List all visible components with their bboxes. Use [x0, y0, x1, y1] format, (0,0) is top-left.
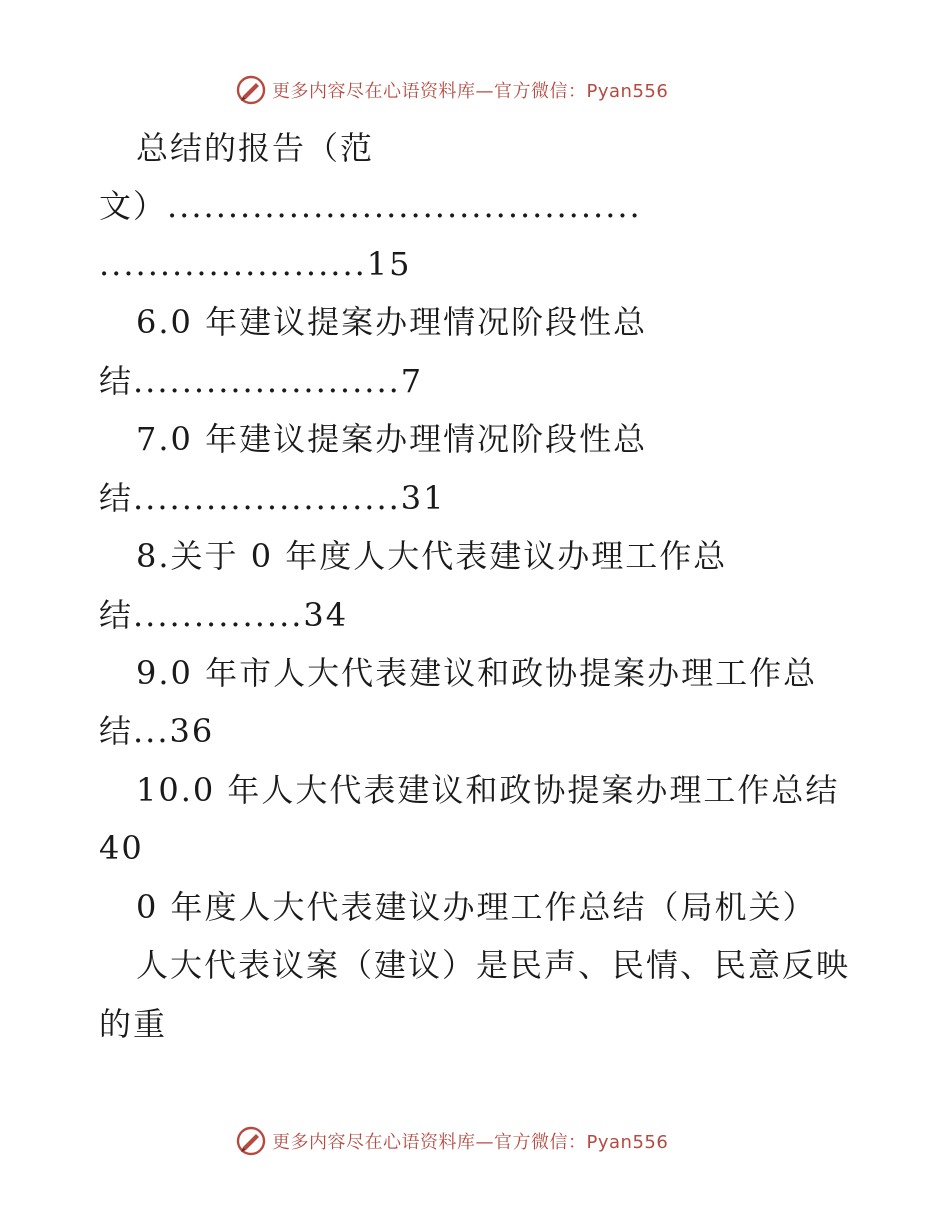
toc-line: 结......................7	[99, 362, 424, 400]
toc-line: 8.关于 0 年度人大代表建议办理工作总	[136, 537, 728, 575]
banner-text: 更多内容尽在心语资料库—官方微信：Pyan556	[272, 81, 669, 102]
pen-logo-icon	[236, 75, 266, 105]
toc-line: 40	[99, 829, 144, 867]
pen-logo-icon	[236, 1126, 266, 1156]
banner-text: 更多内容尽在心语资料库—官方微信：Pyan556	[272, 1132, 669, 1153]
header-banner	[236, 73, 668, 107]
section-heading: 0 年度人大代表建议办理工作总结（局机关）	[136, 888, 817, 926]
toc-line: ......................15	[99, 245, 412, 283]
toc-line: 9.0 年市人大代表建议和政协提案办理工作总	[136, 654, 818, 692]
toc-line: 总结的报告（范	[136, 129, 375, 167]
toc-line: 7.0 年建议提案办理情况阶段性总	[136, 420, 648, 458]
toc-line: 文）.......................................	[99, 187, 642, 225]
toc-line: 10.0 年人大代表建议和政协提案办理工作总结	[136, 771, 840, 809]
footer-banner	[236, 1124, 668, 1158]
toc-line: 结...36	[99, 712, 215, 750]
toc-line: 6.0 年建议提案办理情况阶段性总	[136, 303, 648, 341]
body-text: 人大代表议案（建议）是民声、民情、民意反映	[136, 946, 851, 984]
toc-line: 结..............34	[99, 596, 349, 634]
body-text: 的重	[99, 1005, 168, 1043]
toc-line: 结......................31	[99, 479, 446, 517]
